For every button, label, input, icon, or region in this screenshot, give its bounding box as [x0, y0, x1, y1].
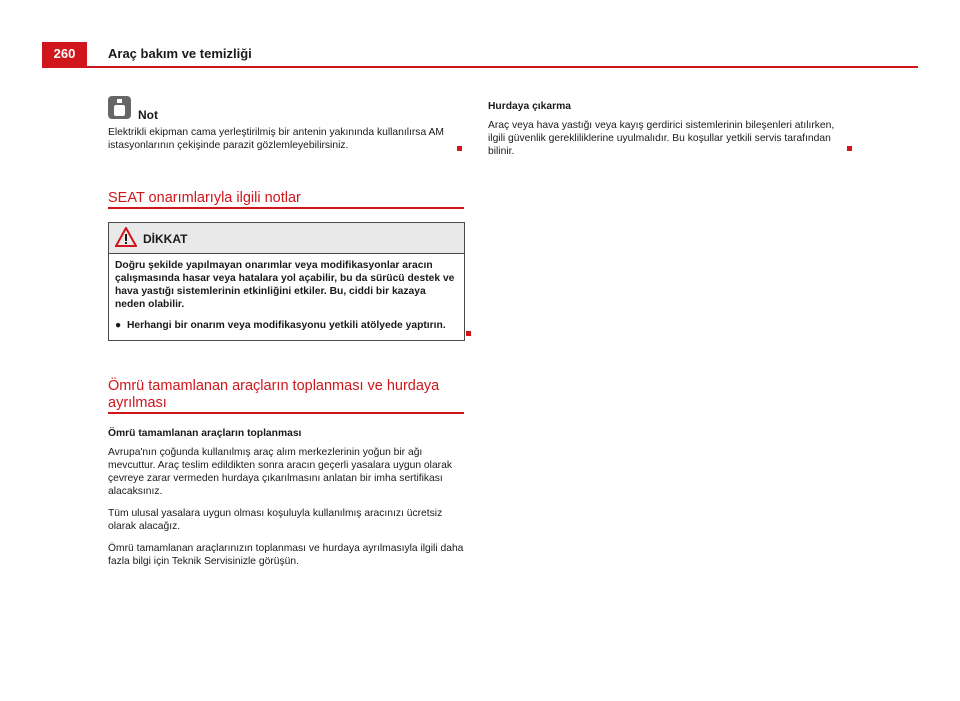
paragraph: Araç veya hava yastığı veya kayış gerdirici sistemlerinin bileşenleri atılırken, ilgili güvenlik gerekliliklerine uyulmalıdır. Bu koşullar yetkili servis tarafından bilinir. — [488, 120, 835, 157]
section2-body — [108, 427, 464, 568]
bullet-icon: ● — [115, 320, 127, 331]
end-marker — [457, 146, 462, 151]
paragraph: Tüm ulusal yasalara uygun olması koşuluyla kullanılmış aracınızı ücretsiz olarak alacağız. — [108, 508, 443, 532]
right-column — [488, 100, 850, 158]
page-number-badge: 260 — [42, 42, 87, 66]
warning-body — [109, 254, 464, 337]
section-rule — [108, 207, 464, 209]
info-hand-icon — [108, 96, 131, 119]
warning-bullet: Herhangi bir onarım veya modifikasyonu yetkili atölyede yaptırın. — [126, 320, 446, 331]
subheading: Ömrü tamamlanan araçların toplanması — [108, 428, 302, 439]
section-title: SEAT onarımlarıyla ilgili notlar — [108, 190, 301, 206]
warning-text: Doğru şekilde yapılmayan onarımlar veya modifikasyonlar aracın çalışmasında hasar veya hatalara yol açabilir, bu da sürücü destek ve hava yastığı sistemlerinin etkinliğini etkiler. Bu, ciddi bir kazaya neden olabilir. — [115, 260, 455, 310]
end-marker — [466, 331, 471, 336]
subheading: Hurdaya çıkarma — [488, 101, 571, 112]
note-text-block — [108, 126, 464, 152]
note-text: Elektrikli ekipman cama yerleştirilmiş bir antenin yakınında kullanılırsa AM istasyonlarının çekişinde parazit gözlemleyebilirsiniz. — [108, 127, 444, 151]
section-title: Ömrü tamamlanan araçların toplanması ve hurdaya ayrılması — [108, 378, 440, 411]
end-marker — [847, 146, 852, 151]
warning-box — [108, 222, 465, 341]
warning-label: DİKKAT — [143, 232, 188, 246]
paragraph: Ömrü tamamlanan araçlarınızın toplanması ve hurdaya ayrılmasıyla ilgili daha fazla bilgi için Teknik Servisinizle görüşün. — [108, 543, 464, 567]
section-rule — [108, 412, 464, 414]
warning-triangle-icon — [115, 227, 137, 247]
page-title: Araç bakım ve temizliği — [108, 46, 252, 61]
header-rule — [42, 66, 918, 68]
warning-bullet-item — [115, 319, 458, 332]
paragraph: Avrupa'nın çoğunda kullanılmış araç alım merkezlerinin yoğun bir ağı mevcuttur. Araç teslim edildikten sonra aracın geçerli yasalara uygun olarak çevreye zarar vermeden hurdaya çıkarılmasını anlatan bir imha sertifikası alacaksınız. — [108, 447, 452, 497]
warning-heading — [109, 223, 464, 254]
note-label: Not — [138, 108, 158, 122]
